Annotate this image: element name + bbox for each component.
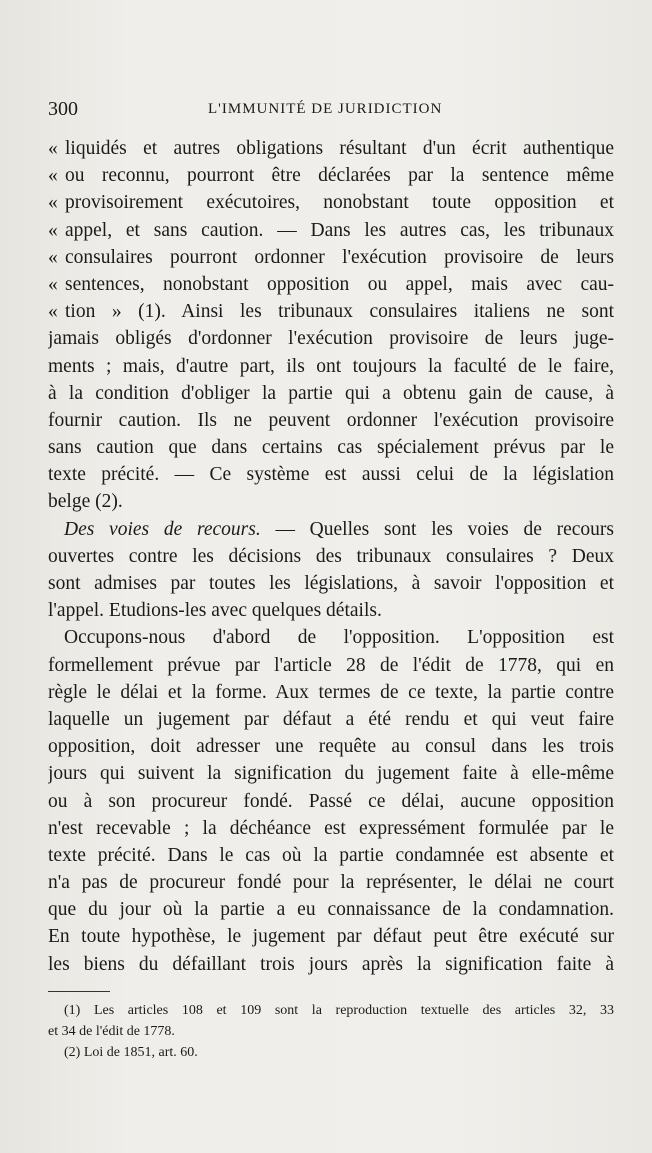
footnote-1-line-1: (1) Les articles 108 et 109 sont la reproduction textuelle des articles 32, 33 (64, 1003, 614, 1018)
text-line-content: tion » (1). Ainsi les tribunaux consulaires italiens ne sont (65, 301, 614, 323)
text-line (48, 434, 614, 461)
text-line (48, 706, 614, 733)
text-line (48, 951, 614, 978)
text-line-content: formellement prévue par l'article 28 de l'édit de 1778, qui en (48, 654, 614, 676)
text-line (48, 543, 614, 570)
text-line-content: consulaires pourront ordonner l'exécution provisoire de leurs (65, 246, 614, 268)
text-line-content: opposition, doit adresser une requête au consul dans les trois (48, 736, 614, 758)
text-line-content: sentences, nonobstant opposition ou appel, mais avec cau- (65, 273, 614, 295)
text-line-content: n'est recevable ; la déchéance est expressément formulée par le (48, 817, 614, 839)
text-line (48, 380, 614, 407)
text-line-content: n'a pas de procureur fondé pour la représenter, le délai ne court (48, 872, 614, 894)
body-text (48, 135, 614, 978)
text-line-content: ments ; mais, d'autre part, ils ont toujours la faculté de le faire, (48, 355, 614, 377)
text-line (48, 652, 614, 679)
text-line-content: texte précité. — Ce système est aussi celui de la législation (48, 464, 614, 486)
text-line (48, 189, 614, 216)
footnotes (48, 1000, 614, 1063)
text-line-content: provisoirement exécutoires, nonobstant toute opposition et (65, 192, 614, 214)
text-line (48, 162, 614, 189)
text-line-content: Occupons-nous d'abord de l'opposition. L'opposition est (64, 627, 614, 649)
text-line (48, 570, 614, 597)
text-line-content: ou reconnu, pourront être déclarées par la sentence même (65, 165, 614, 187)
text-line (48, 788, 614, 815)
page-header (48, 98, 614, 122)
text-line (48, 733, 614, 760)
text-line (48, 244, 614, 271)
text-line (48, 325, 614, 352)
text-line (48, 923, 614, 950)
text-line (48, 488, 614, 515)
text-line-content: ouvertes contre les décisions des tribunaux consulaires ? Deux (48, 545, 614, 567)
text-line-content: les biens du défaillant trois jours après la signification faite à (48, 953, 614, 975)
text-line-content: à la condition d'obliger la partie qui a obtenu gain de cause, à (48, 382, 614, 404)
text-line-content: laquelle un jugement par défaut a été rendu et qui veut faire (48, 708, 614, 730)
quote-mark: « (48, 219, 58, 241)
running-head: L'IMMUNITÉ DE JURIDICTION (208, 101, 443, 117)
text-line (48, 842, 614, 869)
text-line (48, 679, 614, 706)
text-line (48, 353, 614, 380)
footnote-2: (2) Loi de 1851, art. 60. (64, 1045, 198, 1060)
text-line (48, 271, 614, 298)
text-line-content: l'appel. Etudions-les avec quelques détails. (48, 600, 382, 622)
text-line-content: appel, et sans caution. — Dans les autres cas, les tribunaux (65, 219, 614, 241)
text-line-content: que du jour où la partie a eu connaissance de la condamnation. (48, 899, 614, 921)
text-line-content: liquidés et autres obligations résultant d'un écrit authentique (65, 138, 614, 159)
text-line (48, 407, 614, 434)
quote-mark: « (48, 192, 58, 214)
text-line (48, 135, 614, 162)
text-line (48, 760, 614, 787)
text-line-content: Des voies de recours. — Quelles sont les voies de recours (64, 518, 614, 540)
text-line-content: En toute hypothèse, le jugement par défaut peut être exécuté sur (48, 926, 614, 948)
quote-mark: « (48, 273, 58, 295)
text-line (48, 461, 614, 488)
text-line-content: texte précité. Dans le cas où la partie condamnée est absente et (48, 844, 614, 866)
quote-mark: « (48, 138, 58, 159)
quote-mark: « (48, 165, 58, 187)
text-line (48, 869, 614, 896)
text-line (48, 815, 614, 842)
text-line-content: sont admises par toutes les législations, à savoir l'opposition et (48, 573, 614, 594)
text-line-content: fournir caution. Ils ne peuvent ordonner l'exécution provisoire (48, 409, 614, 431)
footnote-rule (48, 991, 110, 992)
text-line (48, 516, 614, 543)
quote-mark: « (48, 301, 58, 323)
text-line (48, 597, 614, 624)
text-line (48, 896, 614, 923)
text-line-content: jours qui suivent la signification du jugement faite à elle-même (48, 763, 614, 785)
text-line (48, 624, 614, 651)
text-line (48, 217, 614, 244)
quote-mark: « (48, 246, 58, 268)
text-line-content: règle le délai et la forme. Aux termes de ce texte, la partie contre (48, 681, 614, 703)
text-line-content: belge (2). (48, 491, 123, 513)
text-line-content: sans caution que dans certains cas spécialement prévus par le (48, 437, 614, 459)
page-number: 300 (48, 98, 78, 120)
text-line (48, 298, 614, 325)
footnote-1-line-2: et 34 de l'édit de 1778. (48, 1024, 175, 1039)
text-line-content: jamais obligés d'ordonner l'exécution provisoire de leurs juge- (48, 328, 614, 350)
text-line-content: ou à son procureur fondé. Passé ce délai, aucune opposition (48, 790, 614, 812)
